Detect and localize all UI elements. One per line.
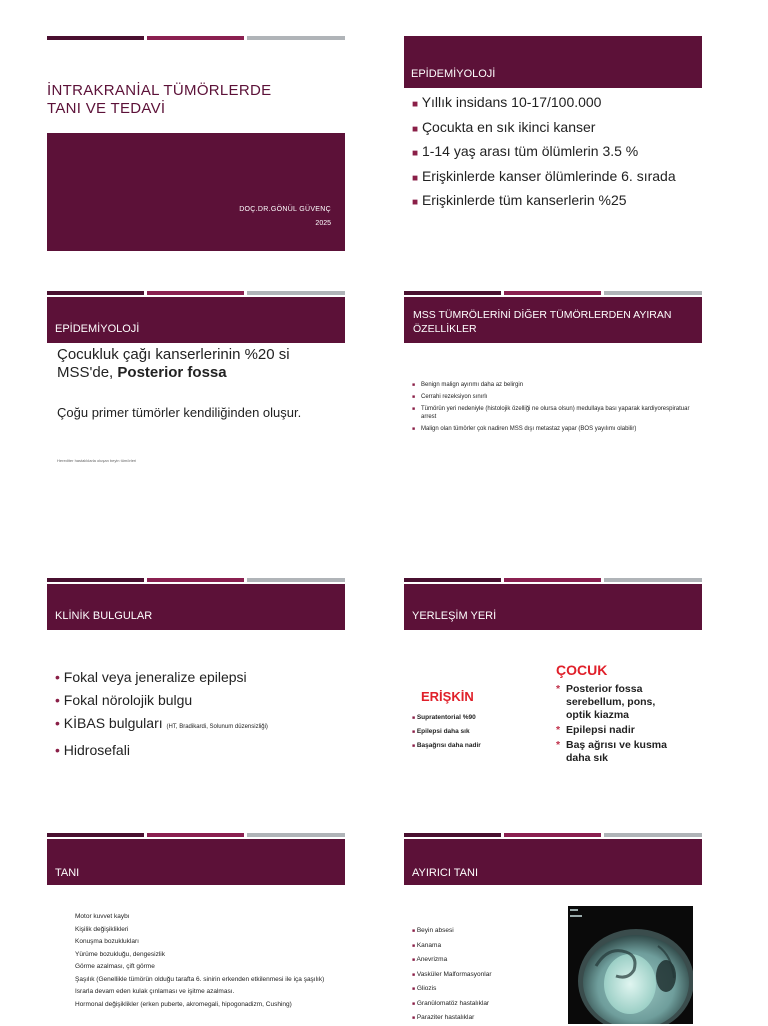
- list-item: Şaşılık (Genellikle tümörün olduğu tarafta 6. sinirin erkenden etkilenmesi ile iça şaşılık): [75, 975, 325, 983]
- slide-heading: EPİDEMİYOLOJİ: [55, 323, 140, 335]
- list-item: ■ Kanama: [412, 941, 442, 949]
- list-item: • Fokal nörolojik bulgu: [55, 692, 193, 708]
- list-item: ■ Granülomatöz hastalıklar: [412, 999, 490, 1007]
- adult-heading: ERİŞKİN: [421, 689, 474, 704]
- mri-image: [568, 906, 693, 1024]
- list-item: * Posterior fossa serebellum, pons, optik kiazma: [556, 683, 656, 721]
- list-item: ■ Erişkinlerde tüm kanserlerin %25: [412, 192, 627, 208]
- epi-line-2: Çoğu primer tümörler kendiliğinden oluşur.: [57, 405, 302, 420]
- list-item: ■ Cerrahi rezeksiyon sınırlı: [412, 394, 488, 400]
- differential-list: [412, 924, 552, 1026]
- list-item: * Epilepsi nadir: [556, 724, 635, 736]
- list-item: Israrla devam eden kulak çınlaması ve işitme azalması.: [75, 988, 235, 995]
- list-item: Hormonal değişiklikler (erken puberte, akromegali, hipogonadizm, Cushing): [75, 1000, 292, 1008]
- list-item: ■ Malign olan tümörler çok nadiren MSS dışı metastaz yapar (BOS yayılımı olabilir): [412, 426, 637, 432]
- list-item: ■ Anevrizma: [412, 956, 448, 963]
- header-band: [47, 839, 345, 885]
- slide-heading: AYIRICI TANI: [412, 867, 479, 879]
- epi-note: Herediter hastalıklarla oluşan beyin tümörleri: [57, 458, 137, 463]
- list-item: Görme azalması, çift görme: [75, 963, 155, 970]
- list-item: ■ Supratentorial %90: [412, 714, 476, 721]
- slide-differential: [404, 833, 702, 1024]
- list-item: ■ Benign malign ayırımı daha az belirgin: [412, 382, 524, 388]
- list-item: ■ Tümörün yeri nedeniyle (histolojik özelliği ne olursa olsun) medullaya bası yaparak kardiyorespiratuar arrest: [412, 406, 690, 420]
- slide-title: [47, 36, 345, 251]
- epi-line-1: Çocukluk çağı kanserlerinin %20 si MSS'de, Posterior fossa: [57, 346, 290, 381]
- header-band: [404, 36, 702, 88]
- list-item: Konuşma bozuklukları: [75, 938, 139, 945]
- list-item: Yürüme bozukluğu, dengesizlik: [75, 950, 165, 958]
- slide-epidemiology-2: [47, 291, 345, 506]
- list-item: • Hidrosefali: [55, 742, 130, 758]
- slide-location: [404, 578, 702, 793]
- author: DOÇ.DR.GÖNÜL GÜVENÇ: [239, 206, 331, 213]
- year: 2025: [315, 220, 331, 227]
- list-item: ■ Epilepsi daha sık: [412, 728, 470, 735]
- header-band: [47, 297, 345, 343]
- slide-diagnosis: [47, 833, 345, 1024]
- list-item: Motor kuvvet kaybı: [75, 913, 130, 920]
- adult-list: [412, 711, 547, 753]
- bullet-list: [412, 94, 697, 217]
- list-item: * Baş ağrısı ve kusma daha sık: [556, 739, 667, 764]
- slide-heading: EPİDEMİYOLOJİ: [411, 68, 496, 80]
- list-item: ■ 1-14 yaş arası tüm ölümlerin 3.5 %: [412, 143, 639, 159]
- list-item: ■ Gliozis: [412, 985, 437, 992]
- list-item: Kişilik değişiklikleri: [75, 925, 129, 933]
- bullet-list: [412, 381, 694, 437]
- bullet-list: [55, 666, 340, 762]
- list-item: ■ Beyin absesi: [412, 927, 454, 934]
- slide-features: [404, 291, 702, 506]
- list-item: ■ Başağrısı daha nadir: [412, 742, 481, 749]
- title-band: [47, 133, 345, 251]
- list-item: ■ Paraziter hastalıklar: [412, 1014, 475, 1021]
- list-item: ■ Erişkinlerde kanser ölümlerinde 6. sırada: [412, 167, 676, 184]
- slide-heading: KLİNİK BULGULAR: [55, 610, 153, 622]
- header-band: [47, 584, 345, 630]
- slide-heading: TANI: [55, 867, 80, 879]
- list-item: • Fokal veya jeneralize epilepsi: [55, 669, 247, 685]
- child-list: [556, 683, 676, 767]
- slide-heading: MSS TÜMRÖLERİNİ DİĞER TÜMÖRLERDEN AYIRAN ÖZELLİKLER: [413, 309, 672, 335]
- list-item: ■ Vasküler Malformasyonlar: [412, 970, 492, 978]
- slide-epidemiology-1: [404, 36, 702, 251]
- slide-title-text: İNTRAKRANİAL TÜMÖRLERDE TANI VE TEDAVİ: [47, 82, 272, 117]
- list-item: • KİBAS bulguları (HT, Bradikardi, Solunum düzensizliği): [55, 715, 268, 731]
- diagnosis-list: [75, 913, 330, 1013]
- child-heading: ÇOCUK: [556, 662, 608, 678]
- slide-heading: YERLEŞİM YERİ: [412, 610, 497, 622]
- mri-scan-graphic: [568, 906, 693, 1024]
- list-item: ■ Çocukta en sık ikinci kanser: [412, 118, 596, 135]
- slide-clinical: [47, 578, 345, 793]
- header-band: [404, 584, 702, 630]
- slide-stripes: [47, 36, 345, 40]
- list-item: ■ Yıllık insidans 10-17/100.000: [412, 94, 602, 110]
